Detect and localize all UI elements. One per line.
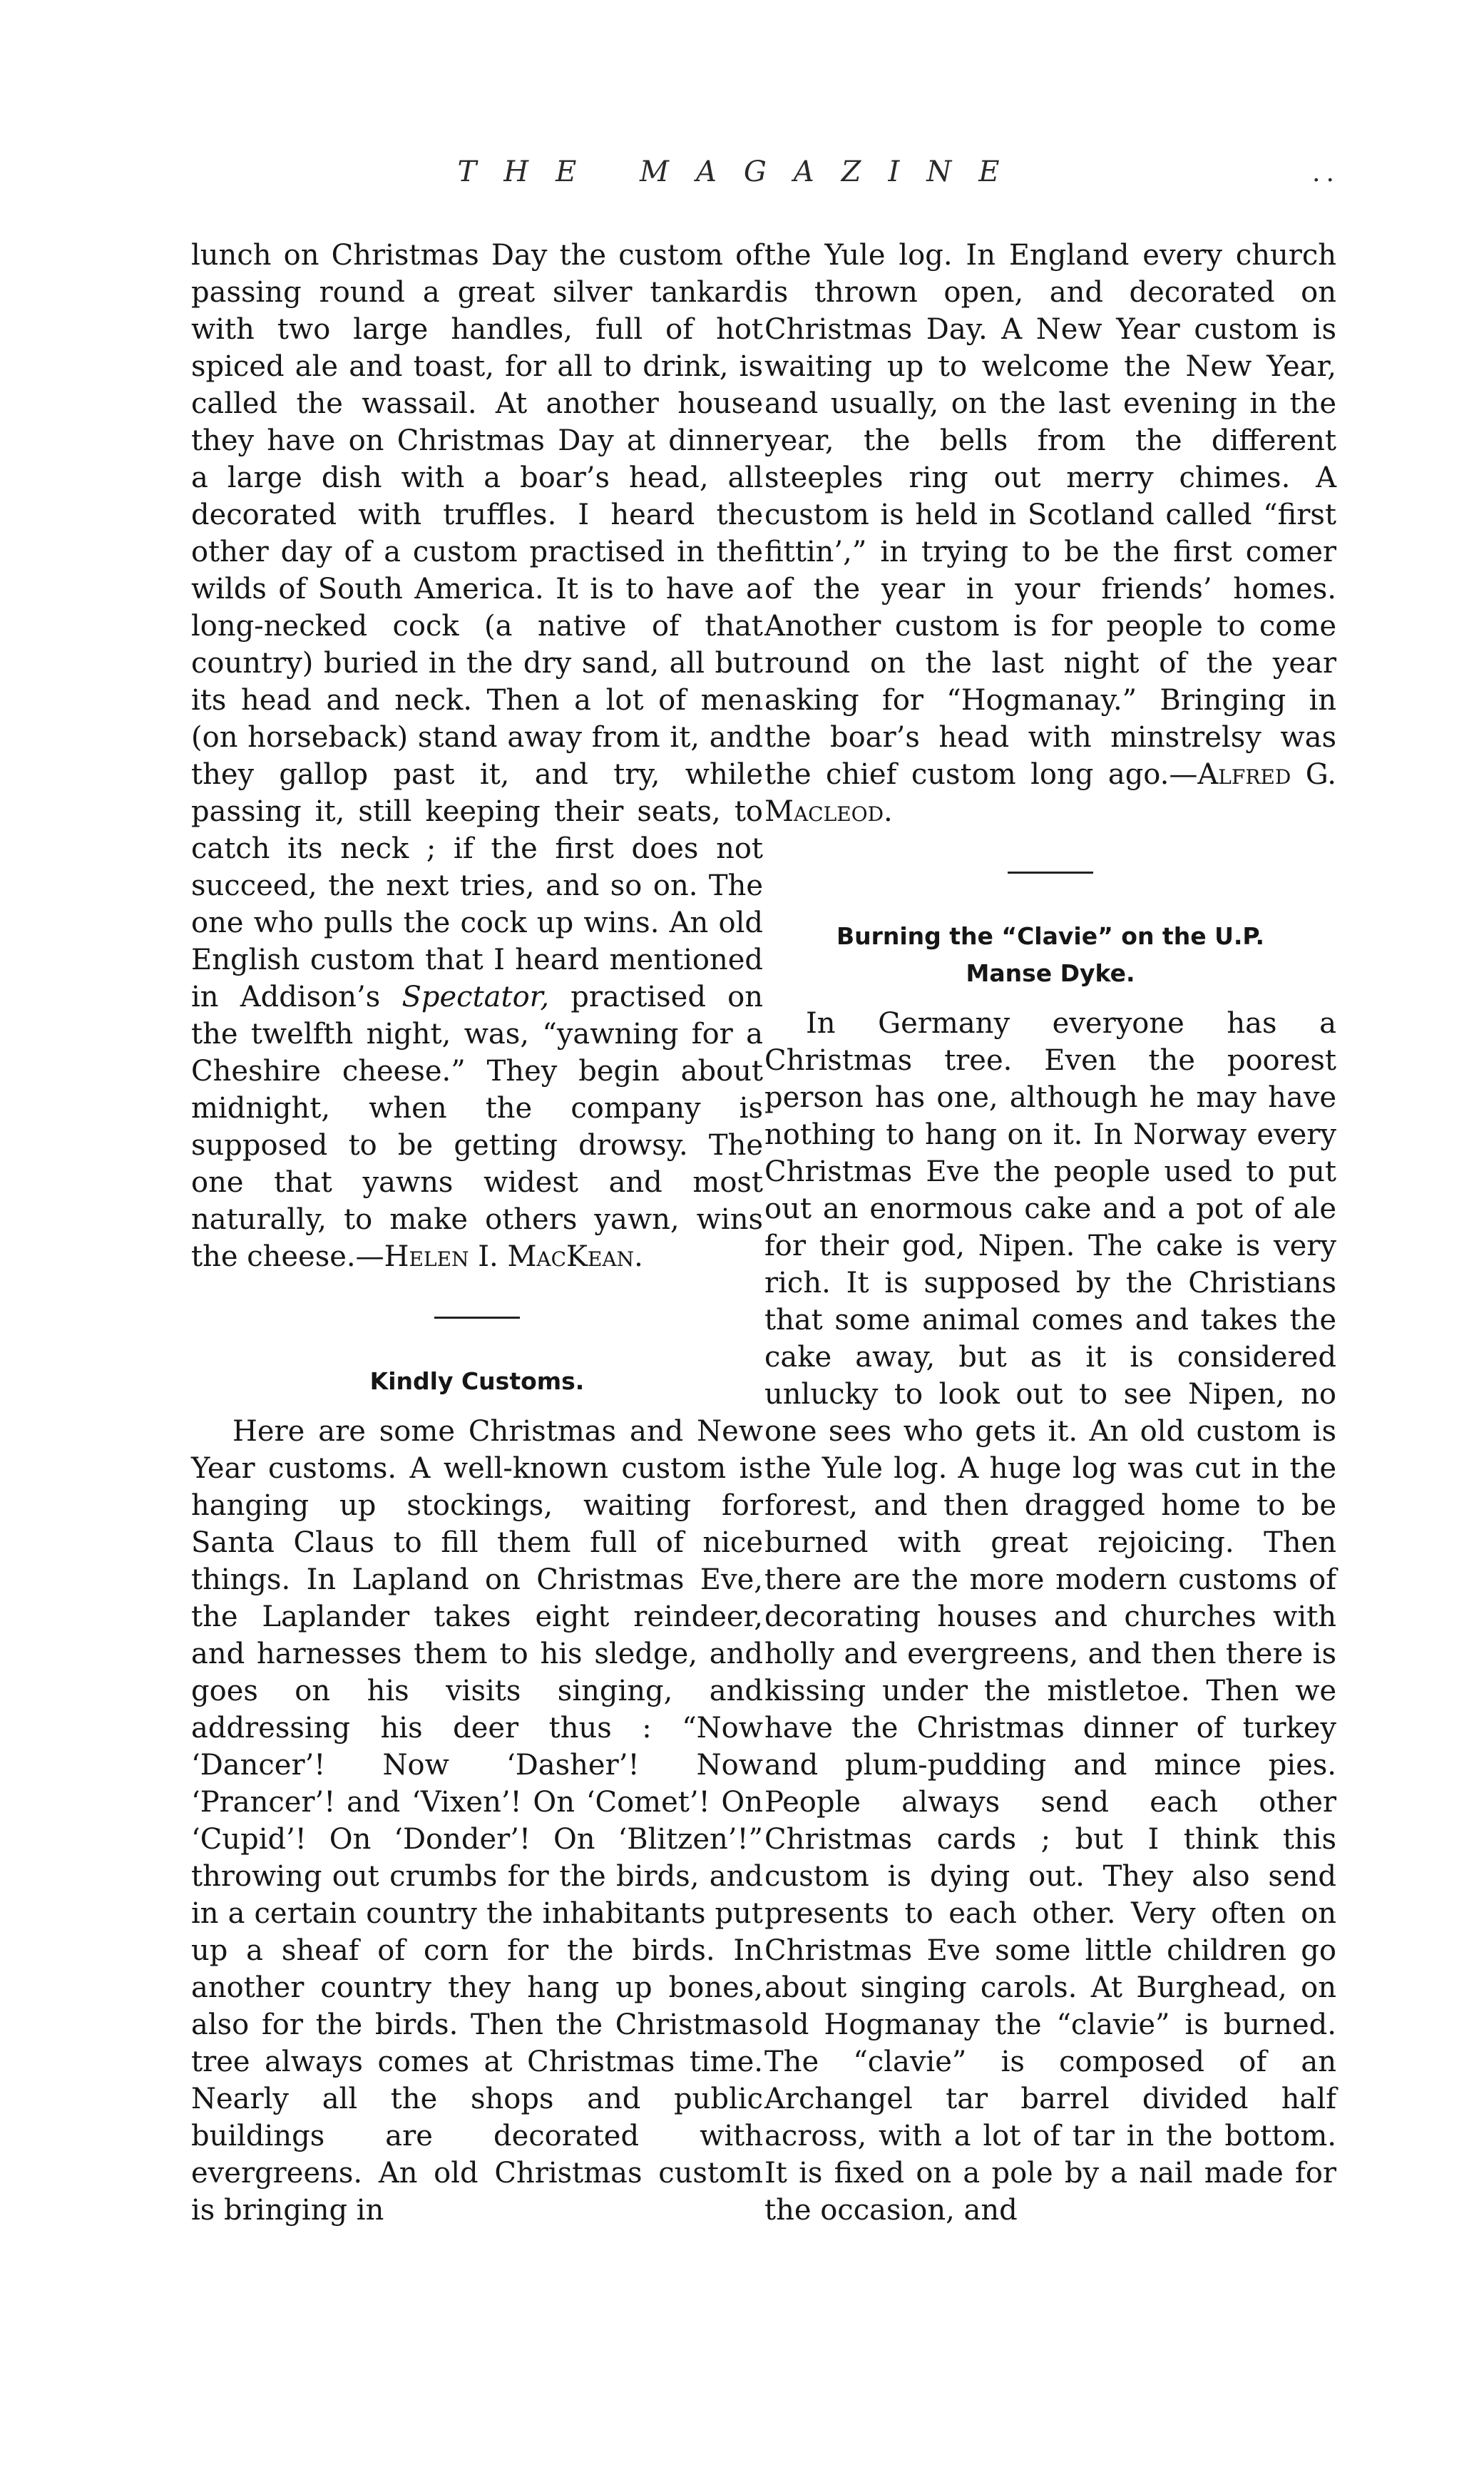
section-divider [1008,872,1093,874]
continued-text: lunch on Christmas Day the custom of passing round a great silver tankard with two large handles, full of hot spiced ale and toast, for all to drink, is called the wassail. At another house they have on Christmas Day at dinner a large dish with a boar’s head, all decorated with truffles. I heard the other day of a custom practised in the wilds of South America. It is to have a long-necked cock (a native of that country) buried in the dry sand, all but its head and neck. Then a lot of men (on horseback) stand away from it, and they gallop past it, and try, while passing it, still keeping their seats, to catch its neck ; if the first does not succeed, the next tries, and so on. The one who pulls the cock up wins. An old English custom that I heard mentioned in Addison’s [191,239,763,1013]
right-column [764,237,1336,2229]
continued-text-2: practised on the twelfth night, was, “yawning for a Cheshire cheese.” They begin about midnight, when the company is supposed to be getting drowsy. The one that yawns widest and most naturally, to make others yawn, wins the cheese.— [191,981,763,1273]
article-heading [764,918,1336,992]
spectator-title: Spectator, [401,981,550,1013]
article-heading-line-1: Burning the “Clavie” on the U.P. [836,922,1265,950]
running-head: THE MAGAZINE [457,155,1027,188]
article-paragraph-continued [764,237,1336,830]
article-heading-line-2: Manse Dyke. [966,959,1135,987]
article-paragraph: In Germany everyone has a Christmas tree. Even the poorest person has one, although he may have nothing to hang on it. In Norway every Christmas Eve the people used to put out an enormous cake and a pot of ale for their god, Nipen. The cake is very rich. It is supposed by the Christians that some animal comes and takes the cake away, but as it is considered unlucky to look out to see Nipen, no one sees who gets it. An old custom is the Yule log. A huge log was cut in the forest, and then dragged home to be burned with great rejoicing. Then there are the more modern customs of decorating houses and churches with holly and evergreens, and then there is kissing under the mistletoe. Then we have the Christmas dinner of turkey and plum-pudding and mince pies. People always send each other Christmas cards ; but I think this custom is dying out. They also send presents to each other. Very often on Christmas Eve some little children go about singing carols. At Burghead, on old Hogmanay the “clavie” is burned. The “clavie” is composed of an Archangel tar barrel divided half across, with a lot of tar in the bottom. It is fixed on a pole by a nail made for the occasion, and [764,1007,1336,2227]
page-number: .. [1312,158,1340,188]
article-text: the Yule log. In England every church is thrown open, and decorated on Christmas Day. A New Year custom is waiting up to welcome the New Year, and usually, on the last evening in the year, the bells from the different steeples ring out merry chimes. A custom is held in Scotland called “first fittin’,” in trying to be the first comer of the year in your friends’ homes. Another custom is for people to come round on the last night of the year asking for “Hogmanay.” Bringing in the boar’s head with minstrelsy was the chief custom long ago.— [764,239,1336,791]
article-heading-text: Kindly Customs. [369,1367,585,1395]
continued-paragraph [191,237,763,1275]
author-signature: Helen I. MacKean. [384,1240,643,1273]
left-column [191,237,763,2229]
article-heading [191,1363,763,1400]
author-signature: Alfred G. Macleod. [764,758,1336,828]
article-paragraph: Here are some Christmas and New Year customs. A well-known custom is hanging up stockings, waiting for Santa Claus to fill them full of nice things. In Lapland on Christmas Eve, the Laplander takes eight reindeer, and harnesses them to his sledge, and goes on his visits singing, and addressing his deer thus : “Now ‘Dancer’! Now ‘Dasher’! Now ‘Prancer’! and ‘Vixen’! On ‘Comet’! On ‘Cupid’! On ‘Donder’! On ‘Blitzen’!” throwing out crumbs for the birds, and in a certain country the inhabitants put up a sheaf of corn for the birds. In another country they hang up bones, also for the birds. Then the Christmas tree always comes at Christmas time. Nearly all the shops and public buildings are decorated with evergreens. An old Christmas custom is bringing in [191,1415,763,2227]
section-divider [434,1317,520,1319]
